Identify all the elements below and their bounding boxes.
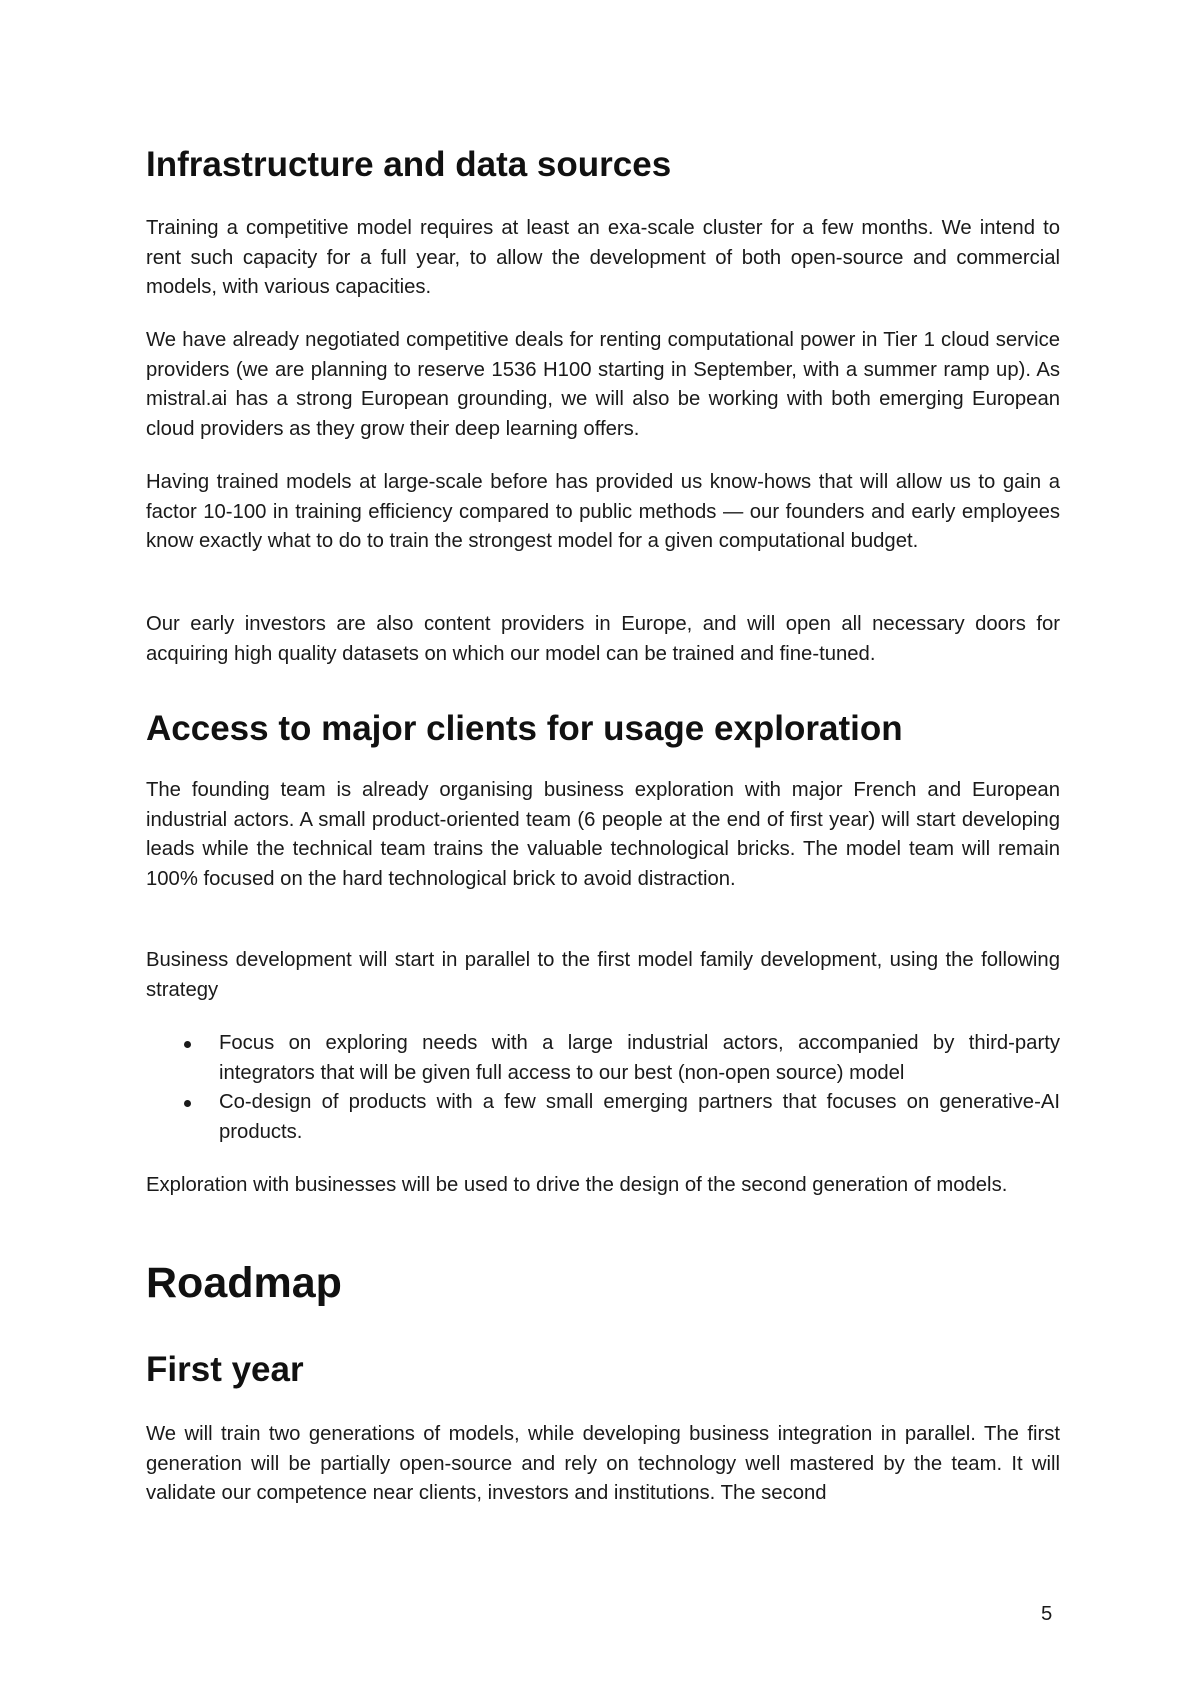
bullet-item [146, 1029, 1060, 1088]
page-number: 5 [1041, 1603, 1053, 1625]
paragraph: We have already negotiated competitive deals for renting computational power in Tier 1 cloud service providers (we are planning to reserve 1536 H100 starting in September, with a summer ramp up). As mistral.ai has a strong European grounding, we will also be working with both emerging European cloud providers as they grow their deep learning offers. [146, 329, 1060, 440]
paragraph: Training a competitive model requires at least an exa-scale cluster for a few months. We intend to rent such capacity for a full year, to allow the development of both open-source and commercial models, with various capacities. [146, 217, 1060, 298]
bullet-icon [184, 1100, 191, 1107]
bullet-item [146, 1088, 1060, 1147]
bullet-text: Co-design of products with a few small emerging partners that focuses on generative-AI products. [219, 1091, 1060, 1143]
bullet-icon [184, 1041, 191, 1048]
paragraph: Business development will start in parallel to the first model family development, using the following strategy [146, 949, 1060, 1001]
chapter-heading-roadmap: Roadmap [146, 1259, 342, 1307]
paragraph: We will train two generations of models, while developing business integration in parallel. The first generation will be partially open-source and rely on technology well mastered by the team. It will validate our competence near clients, investors and institutions. The second [146, 1423, 1060, 1504]
paragraph: Our early investors are also content providers in Europe, and will open all necessary doors for acquiring high quality datasets on which our model can be trained and fine-tuned. [146, 613, 1060, 665]
bullet-text: Focus on exploring needs with a large industrial actors, accompanied by third-party integrators that will be given full access to our best (non-open source) model [219, 1032, 1060, 1084]
paragraph: The founding team is already organising business exploration with major French and European industrial actors. A small product-oriented team (6 people at the end of first year) will start developing leads while the technical team trains the valuable technological bricks. The model team will remain 100% focused on the hard technological brick to avoid distraction. [146, 779, 1060, 890]
paragraph: Having trained models at large-scale before has provided us know-hows that will allow us to gain a factor 10-100 in training efficiency compared to public methods — our founders and early employees know exactly what to do to train the strongest model for a given computational budget. [146, 471, 1060, 552]
section-heading-infrastructure: Infrastructure and data sources [146, 145, 672, 184]
strategy-bullet-list [146, 1029, 1060, 1147]
section-heading-first-year: First year [146, 1350, 304, 1389]
section-heading-access: Access to major clients for usage exploration [146, 709, 903, 748]
paragraph: Exploration with businesses will be used to drive the design of the second generation of models. [146, 1174, 1008, 1196]
